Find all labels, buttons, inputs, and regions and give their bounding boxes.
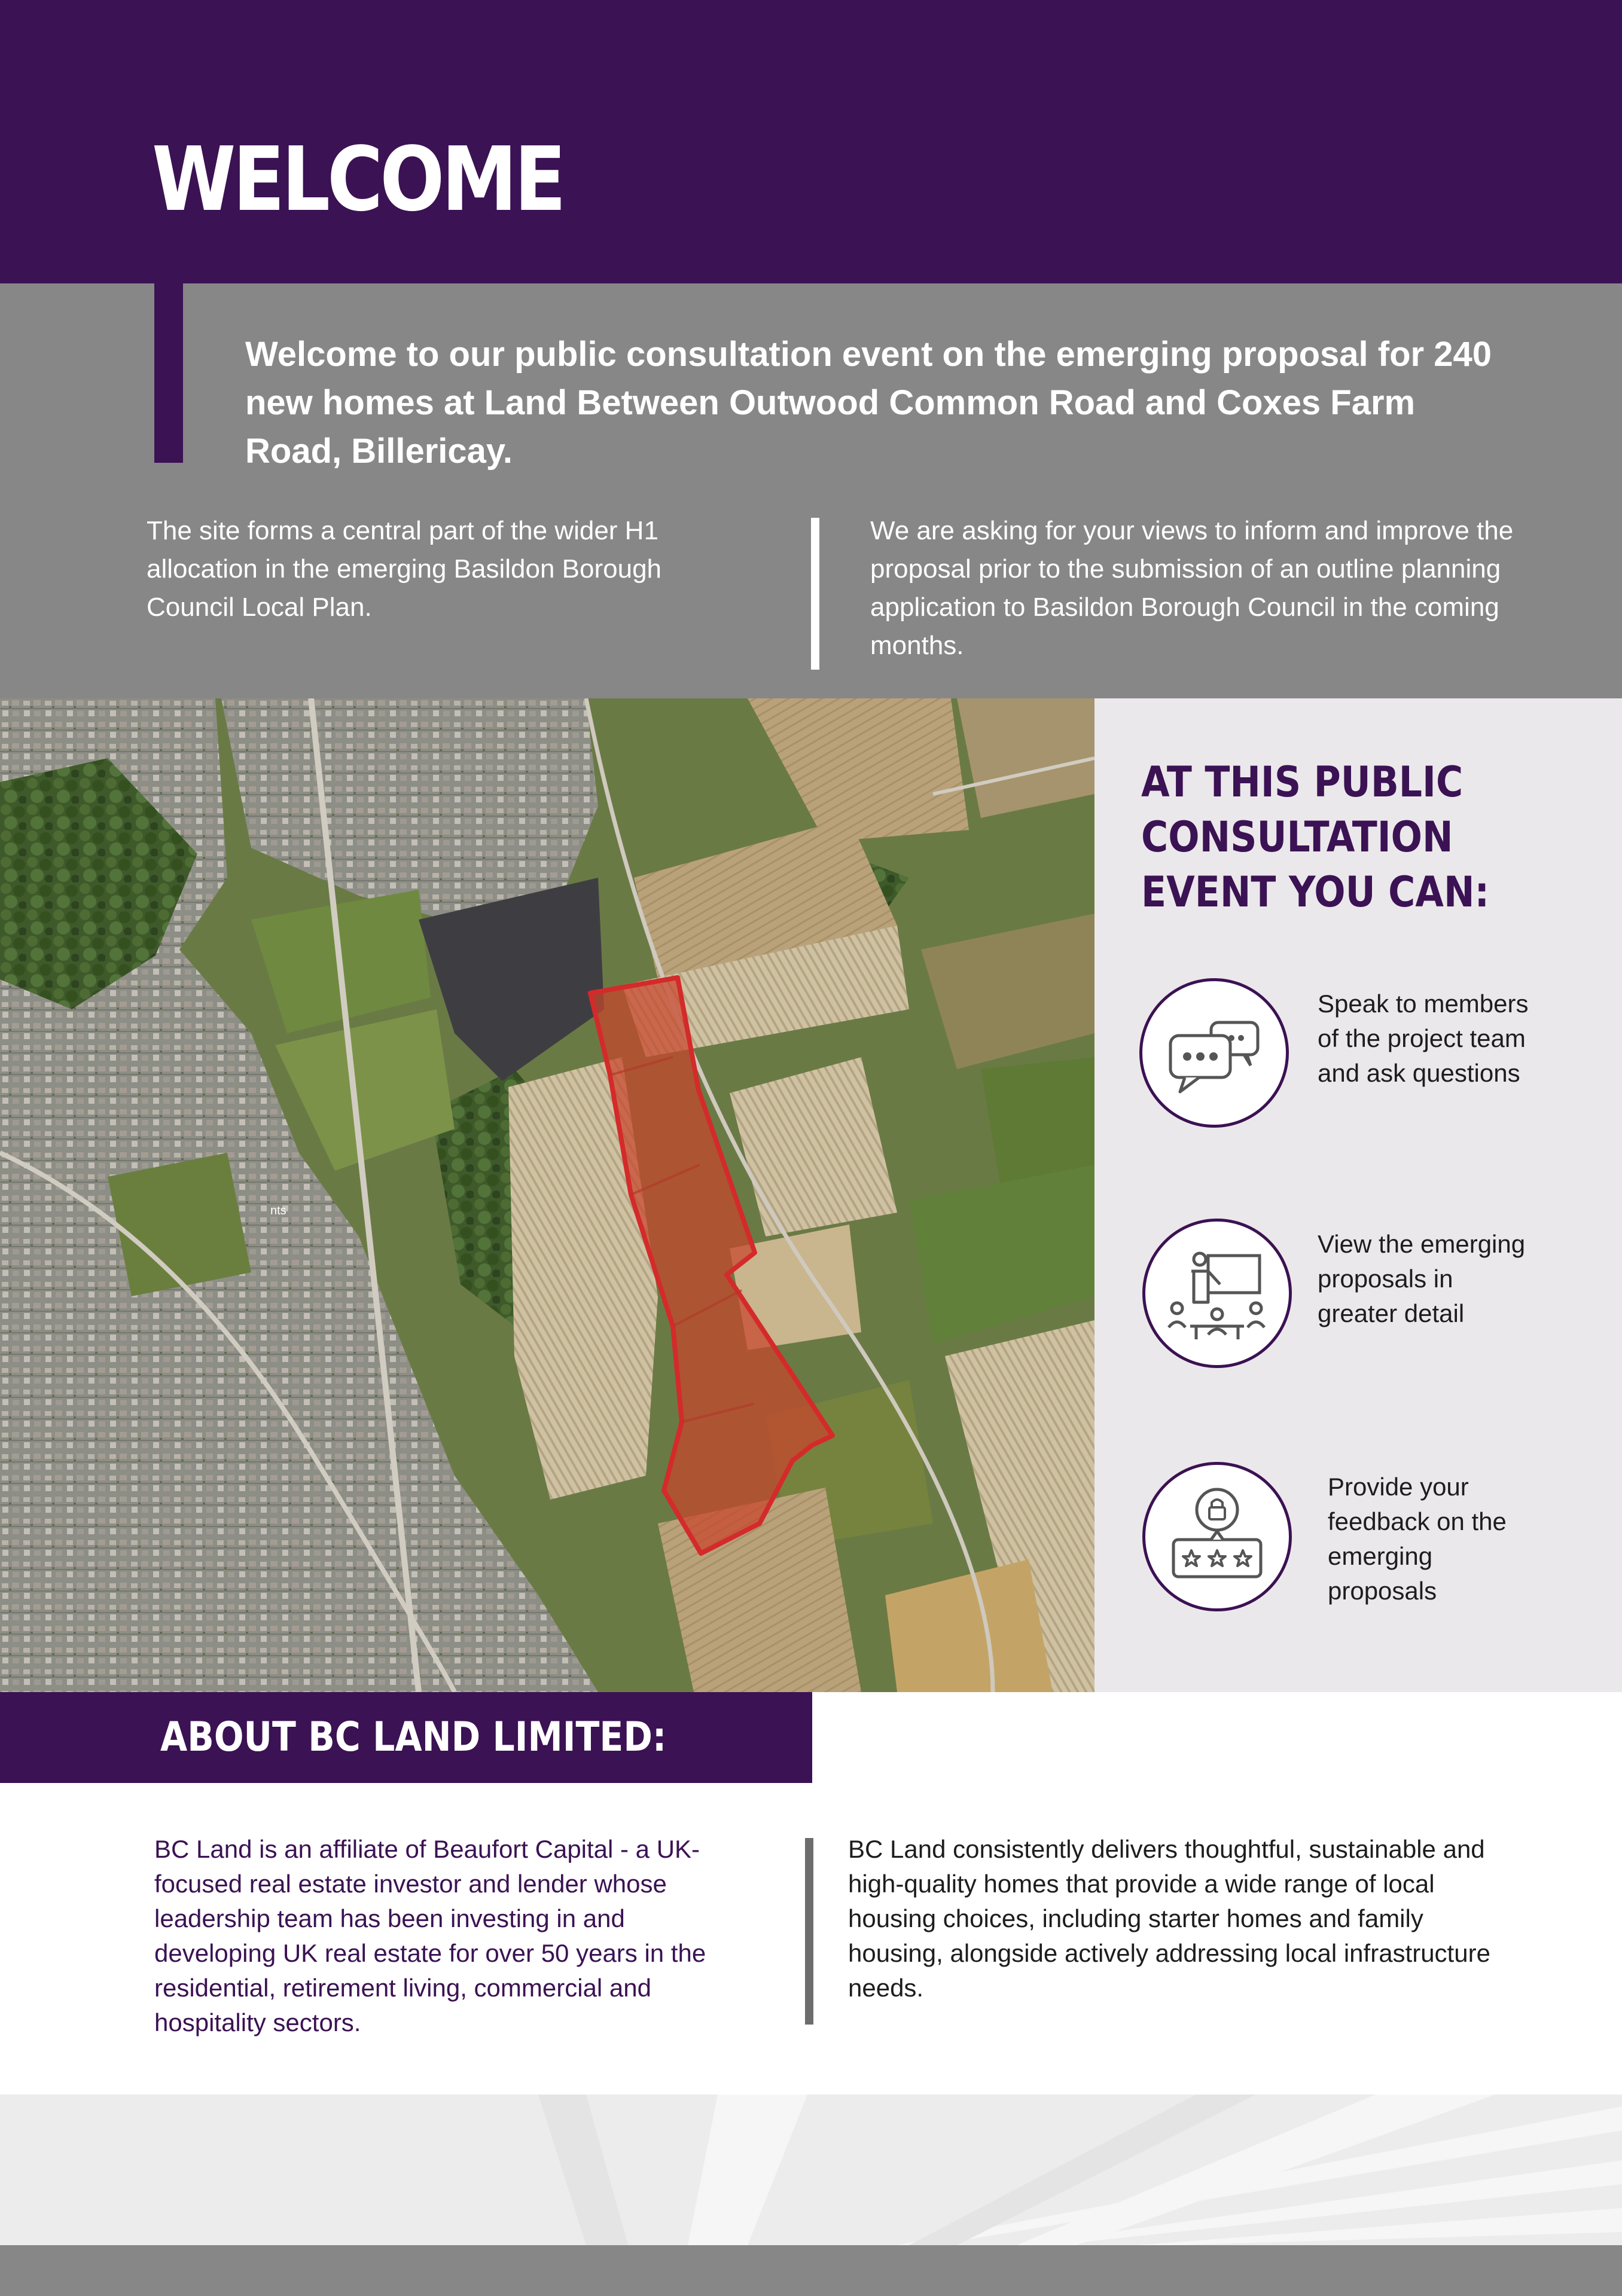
intro-left-text: The site forms a central part of the wider H1 allocation in the emerging Basildon Borough Council Local Plan. — [147, 516, 662, 622]
about-left-text: BC Land is an affiliate of Beaufort Capital - a UK-focused real estate investor and lender whose leadership team has been investing in and developing UK real estate for over 50 years in the residential, retirement living, commercial and hospitality sectors. — [154, 1835, 706, 2037]
page-title: WELCOME — [152, 128, 563, 231]
about-divider — [805, 1838, 813, 2025]
intro-divider — [811, 518, 819, 670]
feedback-rating-icon — [1160, 1480, 1274, 1593]
aerial-site-map — [0, 698, 1094, 1692]
activity-circle-feedback — [1142, 1462, 1292, 1611]
activities-title: AT THIS PUBLIC CONSULTATION EVENT YOU CAN: — [1141, 758, 1490, 917]
activity-circle-view — [1142, 1219, 1292, 1368]
activity-text-view: View the emerging proposals in greater detail — [1318, 1230, 1526, 1327]
footer-pattern — [0, 2095, 1622, 2245]
presentation-icon — [1160, 1236, 1274, 1350]
about-right-text: BC Land consistently delivers thoughtful, sustainable and high-quality homes that provide a wide range of local housing choices, including starter homes and family housing, alongside actively addressing local infrastructure needs. — [848, 1835, 1490, 2002]
chat-bubbles-icon — [1157, 996, 1271, 1110]
intro-right-text: We are asking for your views to inform and improve the proposal prior to the submission of an outline planning application to Basildon Borough Council in the coming months. — [870, 516, 1514, 660]
about-title: ABOUT BC LAND LIMITED: — [160, 1714, 667, 1761]
footer-bar — [0, 2245, 1622, 2296]
activity-text-feedback: Provide your feedback on the emerging proposals — [1328, 1473, 1507, 1605]
map-label-fragment: nts — [270, 1204, 286, 1217]
activity-text-speak: Speak to members of the project team and ask questions — [1318, 990, 1529, 1087]
activity-circle-speak — [1139, 978, 1289, 1128]
intro-lead-text: Welcome to our public consultation event on the emerging proposal for 240 new homes at Land Between Outwood Common Road and Coxes Farm Road, Billericay. — [245, 335, 1492, 471]
header-banner — [0, 0, 1622, 283]
intro-accent-bar — [154, 283, 183, 463]
